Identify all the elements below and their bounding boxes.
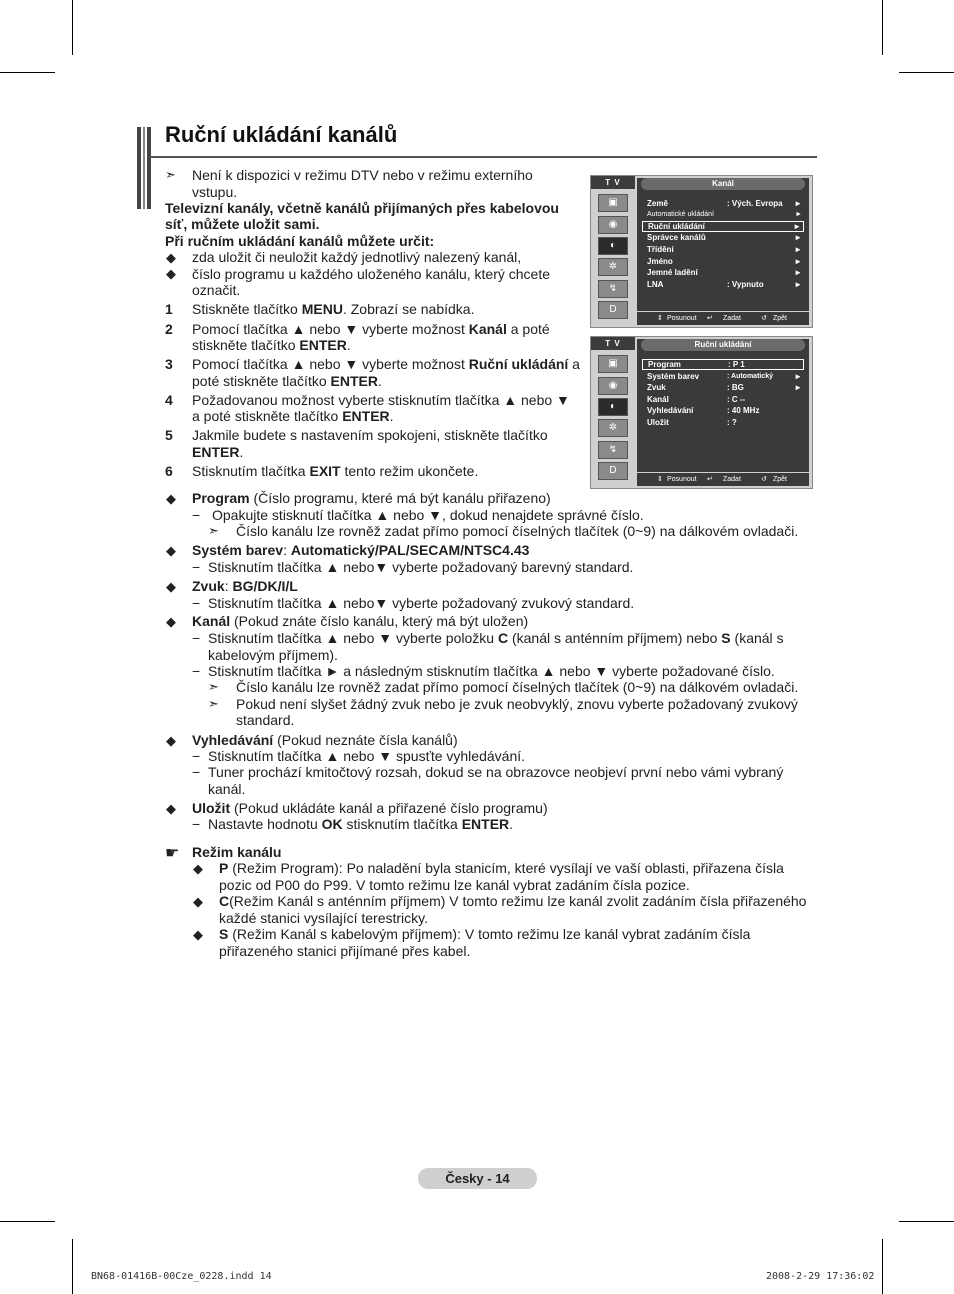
mode-text: S (Režim Kanál s kabelovým příjmem): V tomto režimu lze kanál vybrat zadáním čísla bbox=[219, 926, 751, 942]
bullet-diamond-icon: ◆ bbox=[166, 491, 176, 506]
step-text: Pomocí tlačítka ▲ nebo ▼ vyberte možnost Kanál a poté bbox=[192, 321, 550, 337]
enter-icon: ↵ bbox=[707, 476, 713, 483]
mode-text: pozic od P00 do P99. V tomto režimu lze kanál vybrat zadáním čísla pozice. bbox=[219, 877, 690, 893]
dash-icon: − bbox=[192, 663, 201, 679]
note-text: Pokud není slyšet žádný zvuk nebo je zvuk neobvyklý, znovu vyberte požadovaný zvukový bbox=[236, 696, 798, 712]
menu-item[interactable]: LNA : Vypnuto ► bbox=[647, 280, 802, 289]
mode-text: přiřazeného stanici přijímané přes kabel. bbox=[219, 943, 471, 959]
enter-label: Zadat bbox=[723, 476, 741, 483]
intro-text: Televizní kanály, včetně kanálů přijímaných přes kabelovou bbox=[165, 200, 559, 216]
note-text: standard. bbox=[236, 712, 295, 728]
tv-menu-manual-store bbox=[590, 336, 813, 489]
option-heading: Systém barev: Automatický/PAL/SECAM/NTSC4.43 bbox=[192, 542, 530, 558]
note-arrow-icon: ➣ bbox=[208, 523, 219, 538]
bullet-diamond-icon: ◆ bbox=[166, 543, 176, 558]
bullet-diamond-icon: ◆ bbox=[166, 579, 176, 594]
menu-title: Ruční ukládání bbox=[641, 339, 805, 351]
move-label: Posunout bbox=[667, 476, 697, 483]
sound-icon: ◉ bbox=[598, 216, 628, 234]
return-label: Zpět bbox=[773, 315, 788, 322]
bullet-diamond-icon: ◆ bbox=[166, 733, 176, 748]
crop-mark bbox=[882, 0, 883, 55]
bullet-diamond-icon: ◆ bbox=[166, 801, 176, 816]
crop-mark bbox=[882, 1239, 883, 1294]
move-icon: ⇕ bbox=[657, 315, 663, 322]
dash-icon: − bbox=[192, 595, 201, 611]
step-text: Stisknutím tlačítka EXIT tento režim ukončete. bbox=[192, 463, 479, 479]
return-icon: ↺ bbox=[761, 315, 767, 322]
picture-icon: ▣ bbox=[598, 355, 628, 373]
menu-item[interactable]: Automatické ukládání ► bbox=[647, 211, 802, 218]
option-heading: Uložit (Pokud ukládáte kanál a přiřazené číslo programu) bbox=[192, 800, 548, 816]
step-number: 1 bbox=[165, 301, 173, 317]
picture-icon: ▣ bbox=[598, 194, 628, 212]
mode-text: P (Režim Program): Po naladění byla stanicím, které vysílají ve vaší oblasti, přiřazena čísla bbox=[219, 860, 784, 876]
option-detail: Stisknutím tlačítka ▲ nebo ▼ spusťte vyhledávání. bbox=[208, 748, 526, 764]
dash-icon: − bbox=[192, 507, 201, 523]
enter-label: Zadat bbox=[723, 315, 741, 322]
option-detail: kanál. bbox=[208, 781, 246, 797]
step-text: ENTER. bbox=[192, 444, 244, 460]
move-label: Posunout bbox=[667, 315, 697, 322]
return-label: Zpět bbox=[773, 476, 788, 483]
note-text: Není k dispozici v režimu DTV nebo v režimu externího bbox=[192, 167, 533, 183]
dash-icon: − bbox=[192, 559, 201, 575]
option-heading: Zvuk: BG/DK/I/L bbox=[192, 578, 298, 594]
crop-mark bbox=[899, 1221, 954, 1222]
menu-footer bbox=[637, 312, 809, 325]
bullet-diamond-icon: ◆ bbox=[166, 266, 176, 281]
menu-sidebar bbox=[591, 337, 635, 488]
dash-icon: − bbox=[192, 748, 201, 764]
option-detail: Nastavte hodnotu OK stisknutím tlačítka ENTER. bbox=[208, 816, 514, 832]
note-text: Číslo kanálu lze rovněž zadat přímo pomocí číselných tlačítek (0~9) na dálkovém ovladači. bbox=[236, 679, 799, 695]
step-text: a poté stiskněte tlačítko ENTER. bbox=[192, 408, 394, 424]
title-rule bbox=[150, 156, 817, 158]
print-footer-file: BN68-01416B-00Cze_0228.indd 14 bbox=[91, 1271, 272, 1282]
mode-text: každé stanici vysílající terestricky. bbox=[219, 910, 429, 926]
menu-item[interactable]: Zvuk : BG ► bbox=[647, 383, 802, 392]
menu-side-title: T V bbox=[591, 176, 635, 189]
pointing-hand-icon: ☛ bbox=[165, 845, 180, 862]
bullet-text: označit. bbox=[192, 282, 241, 298]
menu-item[interactable]: Správce kanálů ► bbox=[647, 233, 802, 242]
page-title: Ruční ukládání kanálů bbox=[165, 122, 398, 147]
setup-icon: ✲ bbox=[598, 419, 628, 437]
option-detail: Tuner prochází kmitočtový rozsah, dokud se na obrazovce neobjeví první nebo vámi vybraný bbox=[208, 764, 784, 780]
crop-mark bbox=[72, 1239, 73, 1294]
menu-main bbox=[637, 178, 809, 311]
note-arrow-icon: ➣ bbox=[165, 167, 176, 182]
step-text: Požadovanou možnost vyberte stisknutím tlačítka ▲ nebo ▼ bbox=[192, 392, 570, 408]
digital-icon: D bbox=[598, 301, 628, 319]
print-footer-date: 2008-2-29 17:36:02 bbox=[766, 1271, 875, 1282]
intro-text: Při ručním ukládání kanálů můžete určit: bbox=[165, 233, 435, 249]
bullet-diamond-icon: ◆ bbox=[193, 927, 203, 942]
mode-text: C(Režim Kanál s anténním příjmem) V tomto režimu lze kanál zvolit zadáním čísla přiřazeného bbox=[219, 893, 807, 909]
channel-icon: ◐ bbox=[598, 398, 628, 416]
digital-icon: D bbox=[598, 462, 628, 480]
step-text: stiskněte tlačítko ENTER. bbox=[192, 337, 351, 353]
page-number-badge: Česky - 14 bbox=[418, 1168, 537, 1189]
step-text: Pomocí tlačítka ▲ nebo ▼ vyberte možnost Ruční ukládání a bbox=[192, 356, 580, 372]
option-detail: Stisknutím tlačítka ▲ nebo▼ vyberte požadovaný zvukový standard. bbox=[208, 595, 635, 611]
setup-icon: ✲ bbox=[598, 258, 628, 276]
crop-mark bbox=[0, 72, 55, 73]
option-heading: Vyhledávání (Pokud neznáte čísla kanálů) bbox=[192, 732, 458, 748]
step-number: 3 bbox=[165, 356, 173, 372]
bullet-text: číslo programu u každého uloženého kanálu, který chcete bbox=[192, 266, 550, 282]
intro-text: síť, můžete uložit sami. bbox=[165, 216, 320, 232]
menu-item[interactable]: Uložit : ? bbox=[647, 418, 737, 427]
crop-mark bbox=[72, 0, 73, 55]
menu-item[interactable]: Vyhledávání : 40 MHz bbox=[647, 406, 760, 415]
option-detail: Stisknutím tlačítka ▲ nebo ▼ vyberte položku C (kanál s anténním příjmem) nebo S (kanál s bbox=[208, 630, 784, 646]
section-heading: Režim kanálu bbox=[192, 844, 282, 860]
menu-item[interactable]: Systém barev : Automatický ► bbox=[647, 372, 802, 381]
note-arrow-icon: ➣ bbox=[208, 679, 219, 694]
bullet-diamond-icon: ◆ bbox=[193, 861, 203, 876]
menu-item[interactable]: Země : Vých. Evropa ► bbox=[647, 199, 802, 208]
step-number: 5 bbox=[165, 427, 173, 443]
note-text: vstupu. bbox=[192, 184, 238, 200]
dash-icon: − bbox=[192, 764, 201, 780]
step-number: 4 bbox=[165, 392, 173, 408]
option-detail: kabelovým příjmem). bbox=[208, 647, 338, 663]
dash-icon: − bbox=[192, 630, 201, 646]
option-heading: Program (Číslo programu, které má být kanálu přiřazeno) bbox=[192, 490, 551, 506]
enter-icon: ↵ bbox=[707, 315, 713, 322]
crop-mark bbox=[0, 1221, 55, 1222]
step-text: Jakmile budete s nastavením spokojeni, stiskněte tlačítko bbox=[192, 427, 548, 443]
bullet-diamond-icon: ◆ bbox=[193, 894, 203, 909]
step-text: Stiskněte tlačítko MENU. Zobrazí se nabídka. bbox=[192, 301, 475, 317]
input-icon: ↯ bbox=[598, 441, 628, 459]
menu-item[interactable]: Kanál : C -- bbox=[647, 395, 746, 404]
option-detail: Stisknutím tlačítka ▲ nebo▼ vyberte požadovaný barevný standard. bbox=[208, 559, 634, 575]
step-number: 2 bbox=[165, 321, 173, 337]
menu-main bbox=[637, 339, 809, 472]
move-icon: ⇕ bbox=[657, 476, 663, 483]
bullet-text: zda uložit či neuložit každý jednotlivý nalezený kanál, bbox=[192, 249, 522, 265]
option-detail: Stisknutím tlačítka ► a následným stisknutím tlačítka ▲ nebo ▼ vyberte požadované číslo. bbox=[208, 663, 775, 679]
menu-side-title: T V bbox=[591, 337, 635, 350]
menu-sidebar bbox=[591, 176, 635, 327]
tv-menu-channel bbox=[590, 175, 813, 328]
step-text: poté stiskněte tlačítko ENTER. bbox=[192, 373, 382, 389]
input-icon: ↯ bbox=[598, 280, 628, 298]
bullet-diamond-icon: ◆ bbox=[166, 614, 176, 629]
crop-mark bbox=[899, 72, 954, 73]
sound-icon: ◉ bbox=[598, 377, 628, 395]
return-icon: ↺ bbox=[761, 476, 767, 483]
bullet-diamond-icon: ◆ bbox=[166, 250, 176, 265]
note-text: Číslo kanálu lze rovněž zadat přímo pomocí číselných tlačítek (0~9) na dálkovém ovladači. bbox=[236, 523, 799, 539]
title-decoration bbox=[137, 127, 151, 209]
dash-icon: − bbox=[192, 816, 201, 832]
menu-item-selected[interactable]: Program : P 1 bbox=[642, 359, 804, 370]
menu-title: Kanál bbox=[641, 178, 805, 190]
menu-item[interactable]: Jméno ► bbox=[647, 257, 802, 266]
step-number: 6 bbox=[165, 463, 173, 479]
menu-item[interactable]: Třídění ► bbox=[647, 245, 802, 254]
note-arrow-icon: ➣ bbox=[208, 696, 219, 711]
channel-icon: ◐ bbox=[598, 237, 628, 255]
menu-item[interactable]: Jemné ladění ► bbox=[647, 268, 802, 277]
option-heading: Kanál (Pokud znáte číslo kanálu, který má být uložen) bbox=[192, 613, 529, 629]
menu-footer bbox=[637, 473, 809, 486]
menu-item-selected[interactable]: Ruční ukládání ► bbox=[642, 221, 804, 232]
option-detail: Opakujte stisknutí tlačítka ▲ nebo ▼, dokud nenajdete správné číslo. bbox=[212, 507, 644, 523]
